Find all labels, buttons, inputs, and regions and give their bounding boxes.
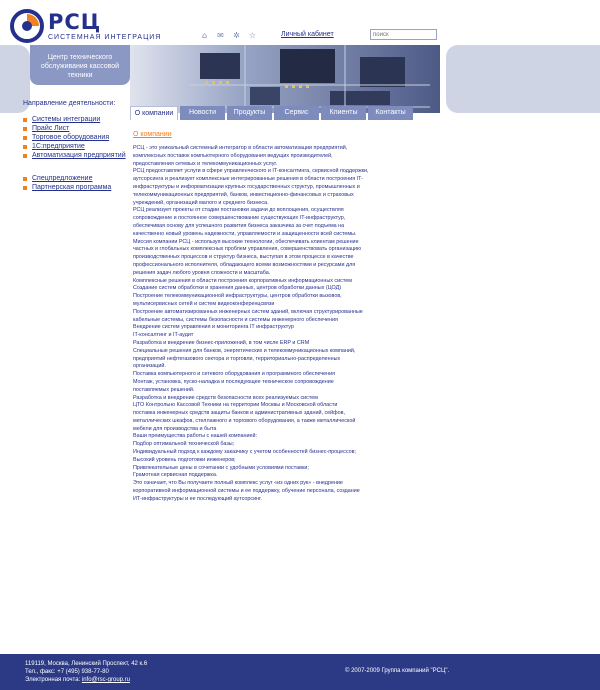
home-icon[interactable]: ⌂ bbox=[201, 31, 208, 40]
sidebar-item-label[interactable]: Автоматизация предприятий bbox=[32, 152, 126, 159]
sidebar-item-label[interactable]: Партнерская программа bbox=[32, 184, 112, 191]
sidebar-item-label[interactable]: Системы интеграции bbox=[32, 116, 101, 123]
banner-title: Центр технического обслуживания кассовой техники bbox=[30, 45, 130, 85]
bullet-icon bbox=[23, 136, 27, 140]
footer bbox=[0, 654, 600, 690]
sidebar-item[interactable] bbox=[23, 151, 126, 160]
footer-phone: Тел., факс: +7 (495) 938-77-80 bbox=[25, 669, 109, 675]
sitemap-icon[interactable]: ✲ bbox=[233, 31, 240, 40]
circuit-board-image bbox=[130, 45, 440, 113]
bullet-icon bbox=[23, 127, 27, 131]
rsc-logo-icon bbox=[10, 9, 44, 43]
header-icons bbox=[200, 31, 257, 40]
sidebar-item[interactable] bbox=[23, 142, 126, 151]
mail-icon[interactable]: ✉ bbox=[217, 31, 224, 40]
logo-subtitle: СИСТЕМНАЯ ИНТЕГРАЦИЯ bbox=[48, 34, 162, 41]
tab-service[interactable]: Сервис bbox=[274, 106, 319, 120]
star-icon[interactable]: ☆ bbox=[248, 31, 257, 40]
sidebar-heading: Направление деятельности: bbox=[23, 100, 116, 107]
bullet-icon bbox=[23, 186, 27, 190]
personal-cabinet-link[interactable]: Личный кабинет bbox=[281, 31, 334, 38]
bullet-icon bbox=[23, 118, 27, 122]
tab-products[interactable]: Продукты bbox=[227, 106, 272, 120]
tab-contacts[interactable]: Контакты bbox=[368, 106, 413, 120]
sidebar-item[interactable] bbox=[23, 174, 126, 183]
sidebar-menu bbox=[23, 115, 126, 192]
article-text: РСЦ - это уникальный системный интегратор в области автоматизации предприятий, комплексных поставок компьютерного оборудования ведущих производителей, предоставления сетевых и телекоммуникационных услуг. РСЦ предоставляет услуги в сфере управленческого и IT-консалтинга, сервисной поддержки, аутсорсинга и реализует комплексные интегрированные решения в области построения IT-инфраструктуры и информатизации крупных государственных структур, промышленных и телекоммуникационных предприятий, банков, инвестиционно-финансовых и страховых учреждений, организаций малого и среднего бизнеса. РСЦ реализует проекты от стадии постановки задачи до воплощения, осуществляя сопровождение и постоянное совершенствование существующих IT-инфраструктур, обеспечивая основу для успешного развития бизнеса заказчика за счет подъема на качественно новый уровень надежности, управляемости и защищенности всей системы. Миссия компании РСЦ - используя высокие технологии, обеспечивать клиентам решение частных и глобальных комплексных проблем управления, совершенствовать организацию производственных процессов и структур бизнеса, выступая в этом процессе в качестве профессионального исполнителя, обладающего всеми возможностями и ресурсами для решения задач любого уровня сложности и масштаба. Комплексные решения в области построения корпоративных информационных систем Создание систем обработки и хранения данных, центров обработки данных (ЦОД) Построение телекоммуникационной инфраструктуры, центров обработки вызовов, мультисервисных сетей и систем видеоконференцсвязи Построение автоматизированных инженерных систем зданий, включая структурированные кабельные системы, системы безопасности и системы инженерного обеспечения Внедрение систем управления и мониторинга IT инфраструктур IT-консалтинг и IT-аудит Разработка и внедрение бизнес-приложений, в том числе ERP и CRM Специальные решения для банков, энергетических и телекоммуникационных компаний, предприятий нефтегазового сектора и торговли, территориально-распределенных организаций. Поставка компьютерного и сетевого оборудования и программного обеспечения Монтаж, установка, пуско-наладка и последующее техническое сопровождение поставляемых решений. Разработка и внедрение средств безопасности всех реализуемых систем ЦТО Контрольно Кассовой Техники на территории Москвы и Московской области поставка инженерных средств защиты банков и административных зданий, сейфов, металлических шкафов, стеллажного и торгового оборудования, а также металлической мебели для производства и быта Ваши преимущества работы с нашей компанией: Подбор оптимальной технической базы; Индивидуальный подход к каждому заказчику с учетом особенностей бизнес-процессов; Высокий уровень подготовки инженеров; Привлекательные цены в сочетании с удобными условиями поставки; Грамотная сервисная поддержка. Это означает, что Вы получаете полный комплекс услуг «из одних рук» - внедрение корпоративной информационной системы и ее поддержку, обучение персонала, создание ИТ-инфраструктуры и ее последующий аутсорсинг. bbox=[133, 145, 369, 502]
sidebar-item[interactable] bbox=[23, 133, 126, 142]
sidebar-item-label[interactable]: Прайс Лист bbox=[32, 125, 70, 132]
sidebar-item[interactable] bbox=[23, 124, 126, 133]
footer-email-row bbox=[25, 676, 147, 684]
logo-title: РСЦ bbox=[48, 10, 102, 34]
bullet-icon bbox=[23, 177, 27, 181]
sidebar-item-label[interactable]: Торговое оборудования bbox=[32, 134, 110, 141]
footer-email-label: Электронная почта: bbox=[25, 677, 81, 683]
tab-about[interactable]: О компании bbox=[130, 106, 178, 120]
article-body bbox=[133, 145, 371, 504]
sidebar-item-label[interactable]: 1С:предприятие bbox=[32, 143, 85, 150]
article-title[interactable]: О компании bbox=[133, 131, 172, 138]
footer-copyright: © 2007-2009 Группа компаний "РСЦ". bbox=[345, 668, 450, 674]
tab-clients[interactable]: Клиенты bbox=[321, 106, 366, 120]
banner-right-decoration bbox=[446, 45, 600, 113]
sidebar-item[interactable] bbox=[23, 183, 126, 192]
bullet-icon bbox=[23, 154, 27, 158]
sidebar-item-label[interactable]: Спецпредложение bbox=[32, 175, 93, 182]
logo[interactable] bbox=[10, 9, 170, 43]
search-input[interactable] bbox=[370, 29, 437, 40]
footer-contacts bbox=[25, 660, 147, 684]
main-tabs bbox=[130, 106, 413, 120]
bullet-icon bbox=[23, 145, 27, 149]
sidebar-item[interactable] bbox=[23, 115, 126, 124]
tab-news[interactable]: Новости bbox=[180, 106, 225, 120]
footer-email-link[interactable]: info@rsc-group.ru bbox=[81, 677, 130, 683]
footer-address: 119119, Москва, Ленинский Проспект, 42 к.6 bbox=[25, 661, 148, 667]
banner-circuit-image bbox=[130, 45, 440, 113]
